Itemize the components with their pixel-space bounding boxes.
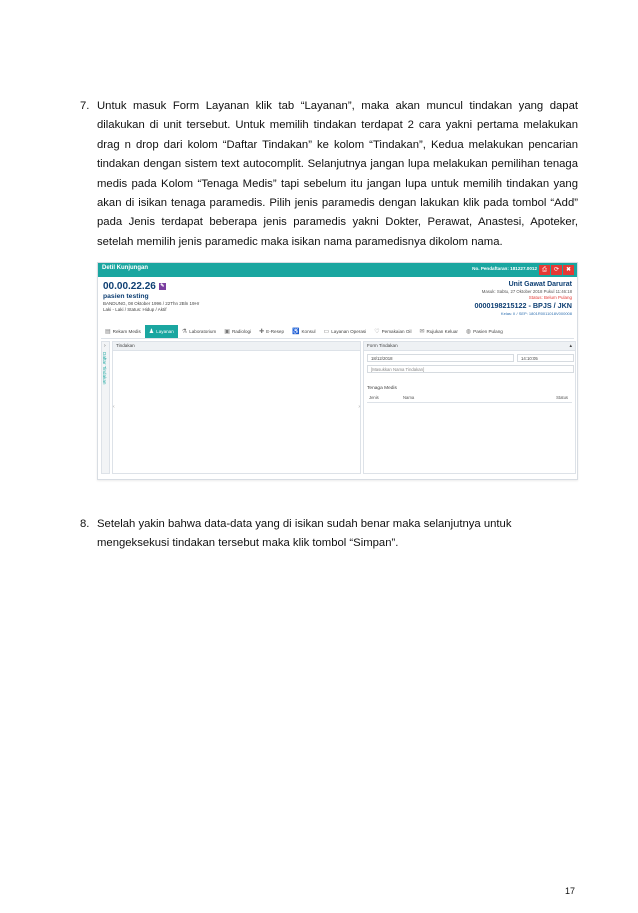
tindakan-search-input[interactable]: [Masukkan Nama Tindakan] xyxy=(367,365,574,373)
app-topbar xyxy=(98,263,577,277)
column-jenis: Jenis xyxy=(369,395,379,400)
heart-icon: ♡ xyxy=(374,329,380,335)
tenaga-medis-title: Tenaga Medis xyxy=(367,386,397,391)
tab-laboratorium[interactable]: ⚗ Laboratorium xyxy=(181,329,217,335)
form-header: Form Tindakan ▴ xyxy=(364,342,575,351)
unit-date: Masuk: Sabtu, 27 Oktober 2018 Pukul 11:46:18 xyxy=(481,289,572,294)
page-number: 17 xyxy=(565,886,576,896)
mail-icon: ✉ xyxy=(419,329,425,335)
topbar-buttons xyxy=(539,265,574,275)
step-number: 7. xyxy=(80,100,90,112)
patient-birth: BANDUNG, 08 Oktober 1996 / 22Thn 2Bln 19Hr xyxy=(103,301,200,306)
pill-icon: ✚ xyxy=(259,329,265,335)
monitor-icon: ▭ xyxy=(323,329,330,335)
daftar-tindakan-sidebar[interactable] xyxy=(101,341,110,474)
sidebar-label: Daftar Tindakan xyxy=(102,352,107,385)
date-input[interactable]: 18/12/2018 xyxy=(367,354,514,362)
scroll-right-icon[interactable]: › xyxy=(358,404,360,410)
step-8 xyxy=(80,515,578,555)
embedded-screenshot xyxy=(97,262,578,480)
tindakan-header: Tindakan xyxy=(113,342,360,351)
time-input[interactable]: 14:10:05 xyxy=(517,354,574,362)
tab-bar xyxy=(101,325,574,339)
step-7 xyxy=(80,97,578,257)
tenaga-medis-table-header xyxy=(367,394,572,403)
unit-info xyxy=(475,281,573,316)
chevron-right-icon[interactable]: › xyxy=(104,343,106,349)
bpjs-number: 0000198215122 - BPJS / JKN xyxy=(474,301,572,310)
tab-radiologi[interactable]: ▣ Radiologi xyxy=(224,329,252,335)
close-button[interactable]: ✖ xyxy=(563,265,574,275)
column-nama: Nama xyxy=(403,395,415,400)
tab-e-resep[interactable]: ✚ E-Resep xyxy=(259,329,284,335)
patient-status: Laki - Laki / Status: Hidup / Aktif xyxy=(103,307,167,312)
film-icon: ▣ xyxy=(224,329,230,335)
document-icon: ▤ xyxy=(105,329,111,335)
step-text: Setelah yakin bahwa data-data yang di isikan sudah benar maka selanjutnya untuk mengeksekusi tindakan tersebut maka klik tombol “Simpan”. xyxy=(97,518,512,550)
sep-number: Kelas: II / SEP: 1801R0011018V000008 xyxy=(500,311,572,316)
globe-icon: ◍ xyxy=(465,329,472,335)
tab-konsul[interactable]: ♿ Konsul xyxy=(292,329,316,335)
tab-rujukan-keluar[interactable]: ✉ Rujukan Keluar xyxy=(419,329,458,335)
tindakan-panel[interactable] xyxy=(112,341,361,474)
tab-rekam-medis[interactable]: ▤ Rekam Medis xyxy=(105,329,141,335)
registration-number: No. Pendaftaran: 181227.0012 xyxy=(472,266,537,271)
unit-name: Unit Gawat Darurat xyxy=(508,281,572,288)
step-number: 8. xyxy=(80,518,90,530)
collapse-icon[interactable]: ▴ xyxy=(569,343,572,349)
column-status: Status xyxy=(556,395,568,400)
app-title: Detil Kunjungan xyxy=(102,265,148,271)
patient-name: pasien testing xyxy=(103,293,149,300)
user-icon: ♟ xyxy=(148,329,155,335)
wheelchair-icon: ♿ xyxy=(292,329,300,335)
unit-status: Status: Belum Pulang xyxy=(528,295,572,300)
flask-icon: ⚗ xyxy=(181,329,188,335)
scroll-left-icon[interactable]: ‹ xyxy=(113,404,115,410)
edit-icon[interactable]: ✎ xyxy=(160,283,165,289)
tab-pasien-pulang[interactable]: ◍ Pasien Pulang xyxy=(465,329,503,335)
tab-layanan[interactable]: ♟ Layanan xyxy=(145,325,178,338)
print-button[interactable]: ⎙ xyxy=(539,265,550,275)
form-tindakan-panel xyxy=(363,341,576,474)
step-text: Untuk masuk Form Layanan klik tab “Layanan”, maka akan muncul tindakan yang dapat dilakukan di unit tersebut. Untuk memilih tindakan terdapat 2 cara yakni pertama melakukan drag n drop dari kolom “Daftar Tindakan” ke kolom “Tindakan”, Kedua melakukan pencarian tindakan dengan sistem text autocomplit. Selanjutnya jangan lupa melakukan pemilihan tenaga medis pada Kolom “Tenaga Medis” tapi sebelum itu jangan lupa untuk memilih tindakan yang akan di isikan tenaga paramedis. Pilih jenis paramedis dengan lakukan klik pada tombol “Add” pada Jenis terdapat beberapa jenis paramedis yakni Dokter, Perawat, Anastesi, Apoteker, setelah memilih jenis paramedic maka isikan nama paramedisnya dikolom nama. xyxy=(97,100,578,248)
tab-pemakaian-oil[interactable]: ♡ Pemakaian Oil xyxy=(374,329,412,335)
medical-record-number: 00.00.22.26 ✎ xyxy=(103,281,165,292)
tab-layanan-operasi[interactable]: ▭ Layanan Operasi xyxy=(323,329,367,335)
refresh-button[interactable]: ⟳ xyxy=(551,265,562,275)
patient-info xyxy=(103,281,199,312)
